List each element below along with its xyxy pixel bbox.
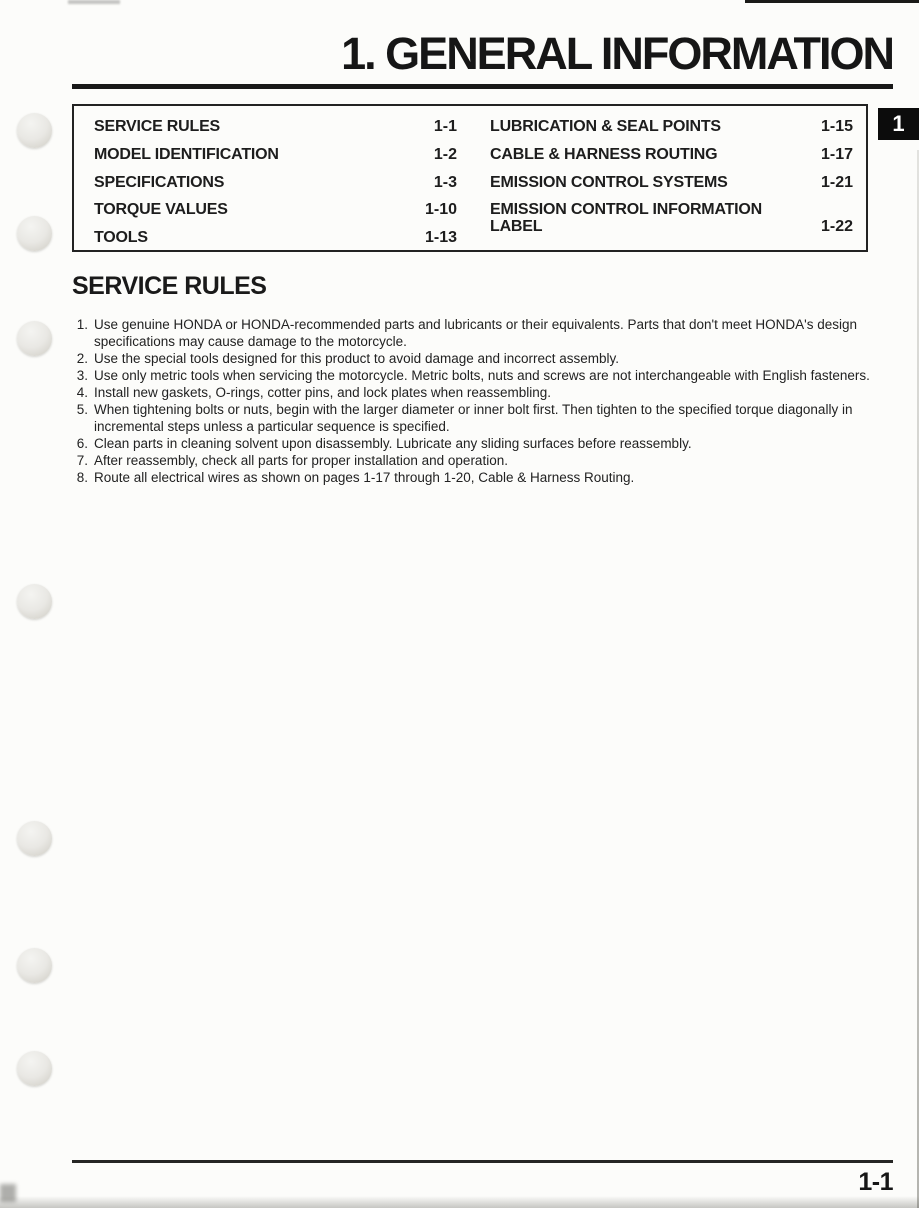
binder-hole	[17, 948, 52, 983]
toc-entry-torque-values	[94, 202, 457, 218]
section-heading: SERVICE RULES	[72, 272, 267, 300]
rule-item-2	[72, 350, 896, 367]
toc-entry-label: MODEL IDENTIFICATION	[94, 145, 279, 163]
title-rule	[72, 84, 893, 89]
rule-item-6	[72, 435, 896, 452]
toc-box	[72, 104, 868, 252]
binder-hole	[17, 321, 52, 356]
toc-entry-cable-harness-routing	[490, 147, 853, 163]
rule-text: Install new gaskets, O-rings, cotter pins, and lock plates when reassembling.	[94, 385, 551, 400]
toc-entry-page: 1-1	[433, 118, 457, 135]
binder-hole	[17, 216, 52, 251]
binder-hole	[17, 821, 52, 856]
chapter-title: 1. GENERAL INFORMATION	[341, 28, 893, 79]
rule-item-5	[72, 401, 896, 435]
rule-number: 7.	[76, 453, 88, 468]
binder-hole	[17, 113, 52, 148]
scan-smudge-top-left	[68, 0, 120, 4]
toc-left-column	[94, 119, 457, 250]
rule-item-7	[72, 452, 896, 469]
rule-item-3	[72, 367, 896, 384]
toc-entry-lubrication-seal-points	[490, 119, 853, 135]
rule-number: 3.	[76, 368, 88, 383]
rule-text: Use only metric tools when servicing the motorcycle. Metric bolts, nuts and screws are not interchangeable with English fasteners.	[94, 368, 870, 383]
rule-number: 4.	[76, 385, 88, 400]
toc-entry-model-identification	[94, 147, 457, 163]
toc-entry-label: SERVICE RULES	[94, 118, 221, 135]
page-number: 1-1	[858, 1168, 893, 1196]
rule-text: After reassembly, check all parts for proper installation and operation.	[94, 453, 508, 468]
chapter-tab: 1	[878, 108, 919, 140]
rule-number: 6.	[76, 436, 88, 451]
toc-entry-page: 1-21	[820, 173, 853, 191]
rule-item-1	[72, 316, 896, 350]
toc-entry-emission-control-systems	[490, 175, 853, 191]
toc-right-column	[490, 119, 853, 250]
toc-entry-label: CABLE & HARNESS ROUTING	[490, 145, 718, 163]
toc-entry-label: EMISSION CONTROL SYSTEMS	[490, 173, 728, 191]
rule-number: 5.	[76, 402, 88, 417]
rule-text: When tightening bolts or nuts, begin with the larger diameter or inner bolt first. Then tighten to the specified torque diagonally in incremental steps unless a particular sequence is specified.	[94, 402, 853, 434]
toc-entry-page: 1-2	[433, 145, 457, 163]
footer-rule	[72, 1160, 893, 1163]
rule-item-4	[72, 384, 896, 401]
toc-entry-label: LUBRICATION & SEAL POINTS	[490, 118, 721, 135]
binder-hole	[17, 584, 52, 619]
toc-entry-page: 1-10	[424, 201, 457, 219]
scan-smudge-bottom-left	[0, 1184, 16, 1202]
scan-edge-top	[745, 0, 919, 3]
toc-entry-label: SPECIFICATIONS	[94, 173, 225, 191]
toc-entry-specifications	[94, 175, 457, 191]
binder-hole	[17, 1051, 52, 1086]
toc-entry-service-rules	[94, 119, 457, 135]
toc-entry-label: TORQUE VALUES	[94, 201, 228, 219]
toc-entry-page: 1-3	[433, 173, 457, 191]
toc-entry-label: TOOLS	[94, 229, 148, 247]
rule-text: Route all electrical wires as shown on pages 1-17 through 1-20, Cable & Harness Routing.	[94, 470, 635, 485]
rule-number: 2.	[76, 351, 88, 366]
rule-text: Use the special tools designed for this product to avoid damage and incorrect assembly.	[94, 351, 620, 366]
scan-shadow-bottom	[0, 1196, 919, 1208]
toc-entry-tools	[94, 230, 457, 246]
toc-entry-page: 1-17	[820, 145, 853, 163]
toc-entry-page: 1-22	[820, 217, 853, 235]
toc-entry-label: EMISSION CONTROL INFORMATION LABEL	[490, 201, 763, 235]
toc-entry-page: 1-15	[820, 118, 853, 135]
toc-entry-emission-control-information-label	[490, 202, 853, 235]
rule-number: 8.	[76, 470, 88, 485]
service-rules-list	[72, 316, 896, 486]
rule-text: Clean parts in cleaning solvent upon disassembly. Lubricate any sliding surfaces before reassembly.	[94, 436, 692, 451]
rule-item-8	[72, 469, 896, 486]
toc-entry-page: 1-13	[424, 229, 457, 247]
rule-number: 1.	[76, 317, 88, 332]
rule-text: Use genuine HONDA or HONDA-recommended parts and lubricants or their equivalents. Parts that don't meet HONDA's design specifications may cause damage to the motorcycle.	[94, 317, 858, 349]
